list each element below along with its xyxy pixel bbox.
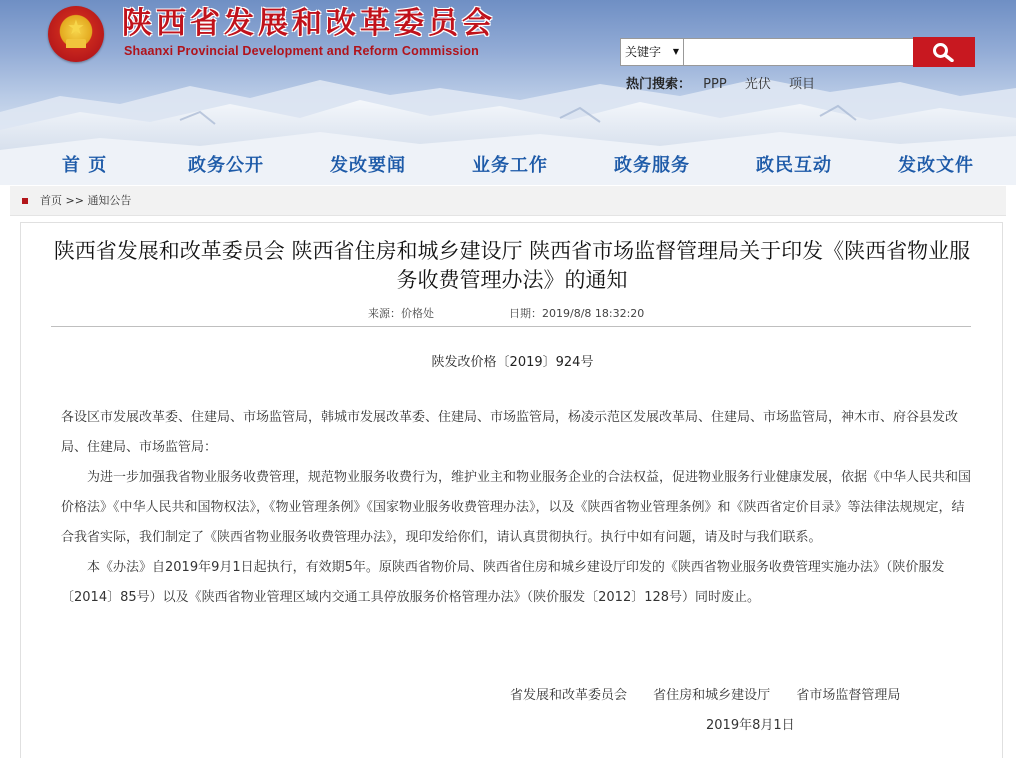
article-title: 陕西省发展和改革委员会 陕西省住房和城乡建设厅 陕西省市场监督管理局关于印发《陕西省物业服务收费管理办法》的通知 — [53, 239, 971, 292]
hot-search — [626, 73, 829, 92]
article-panel — [20, 222, 1003, 758]
hot-search-label: 热门搜索： — [626, 77, 692, 92]
search-icon — [932, 42, 954, 62]
article-source: 来源：价格处 — [368, 307, 434, 320]
chevron-down-icon: ▼ — [672, 47, 679, 56]
sign-date: 2019年8月1日 — [706, 718, 795, 733]
breadcrumb-bullet-icon — [22, 198, 28, 204]
signatory: 省发展和改革委员会 — [510, 688, 628, 703]
breadcrumb — [40, 186, 131, 215]
search-type-select[interactable] — [620, 38, 684, 66]
nav-item-news[interactable]: 发改要闻 — [330, 155, 406, 176]
nav-item-business[interactable]: 业务工作 — [472, 155, 548, 176]
signatory: 省住房和城乡建设厅 — [653, 688, 771, 703]
nav-item-home[interactable]: 首 页 — [62, 155, 108, 176]
hot-keyword-link[interactable]: 光伏 — [744, 77, 771, 92]
title-divider — [51, 326, 971, 327]
signatory: 省市场监督管理局 — [796, 688, 901, 703]
recipients-paragraph: 各设区市发展改革委、住建局、市场监管局，韩城市发展改革委、住建局、市场监管局，杨凌示范区发展改革局、住建局、市场监管局，神木市、府谷县发改局、住建局、市场监管局： — [61, 410, 959, 455]
breadcrumb-bar — [10, 186, 1006, 216]
search-type-value: 关键字 — [625, 45, 662, 59]
nav-item-documents[interactable]: 发改文件 — [898, 155, 974, 176]
nav-item-services[interactable]: 政务服务 — [614, 155, 690, 176]
hot-keyword-link[interactable]: PPP — [703, 77, 727, 92]
article-date: 日期：2019/8/8 18:32:20 — [509, 307, 645, 320]
hot-keyword-link[interactable]: 项目 — [788, 77, 815, 92]
search-input[interactable] — [684, 38, 914, 66]
document-number: 陕发改价格〔2019〕924号 — [431, 355, 594, 370]
nav-item-government-affairs[interactable]: 政务公开 — [188, 155, 264, 176]
body-paragraph: 为进一步加强我省物业服务收费管理，规范物业服务收费行为，维护业主和物业服务企业的合法权益，促进物业服务行业健康发展，依据《中华人民共和国价格法》《中华人民共和国物权法》，《物业管理条例》《国家物业服务收费管理办法》，以及《陕西省物业管理条例》和《陕西省定价目录》等法律法规规定，结合我省实际，我们制定了《陕西省物业服务收费管理办法》，现印发给你们，请认真贯彻执行。执行中如有问题，请及时与我们联系。 — [61, 470, 972, 545]
breadcrumb-current[interactable]: 通知公告 — [87, 194, 132, 207]
body-paragraph: 本《办法》自2019年9月1日起执行，有效期5年。原陕西省物价局、陕西省住房和城乡建设厅印发的《陕西省物业服务收费管理实施办法》（陕价服发〔2014〕85号）以及《陕西省物业管理区域内交通工具停放服务价格管理办法》（陕价服发〔2012〕128号）同时废止。 — [61, 560, 945, 605]
article-body — [61, 403, 976, 613]
site-header — [0, 0, 1016, 185]
breadcrumb-home-link[interactable]: 首页 — [40, 194, 62, 207]
signatories — [510, 684, 922, 703]
main-nav — [0, 149, 1016, 183]
breadcrumb-separator: >> — [62, 194, 88, 207]
site-subtitle: Shaanxi Provincial Development and Reform Commission — [124, 44, 479, 58]
national-emblem-icon: ★ — [48, 6, 104, 62]
nav-item-interaction[interactable]: 政民互动 — [756, 155, 832, 176]
site-title: 陕西省发展和改革委员会 — [122, 6, 496, 41]
search-button[interactable] — [913, 37, 975, 67]
